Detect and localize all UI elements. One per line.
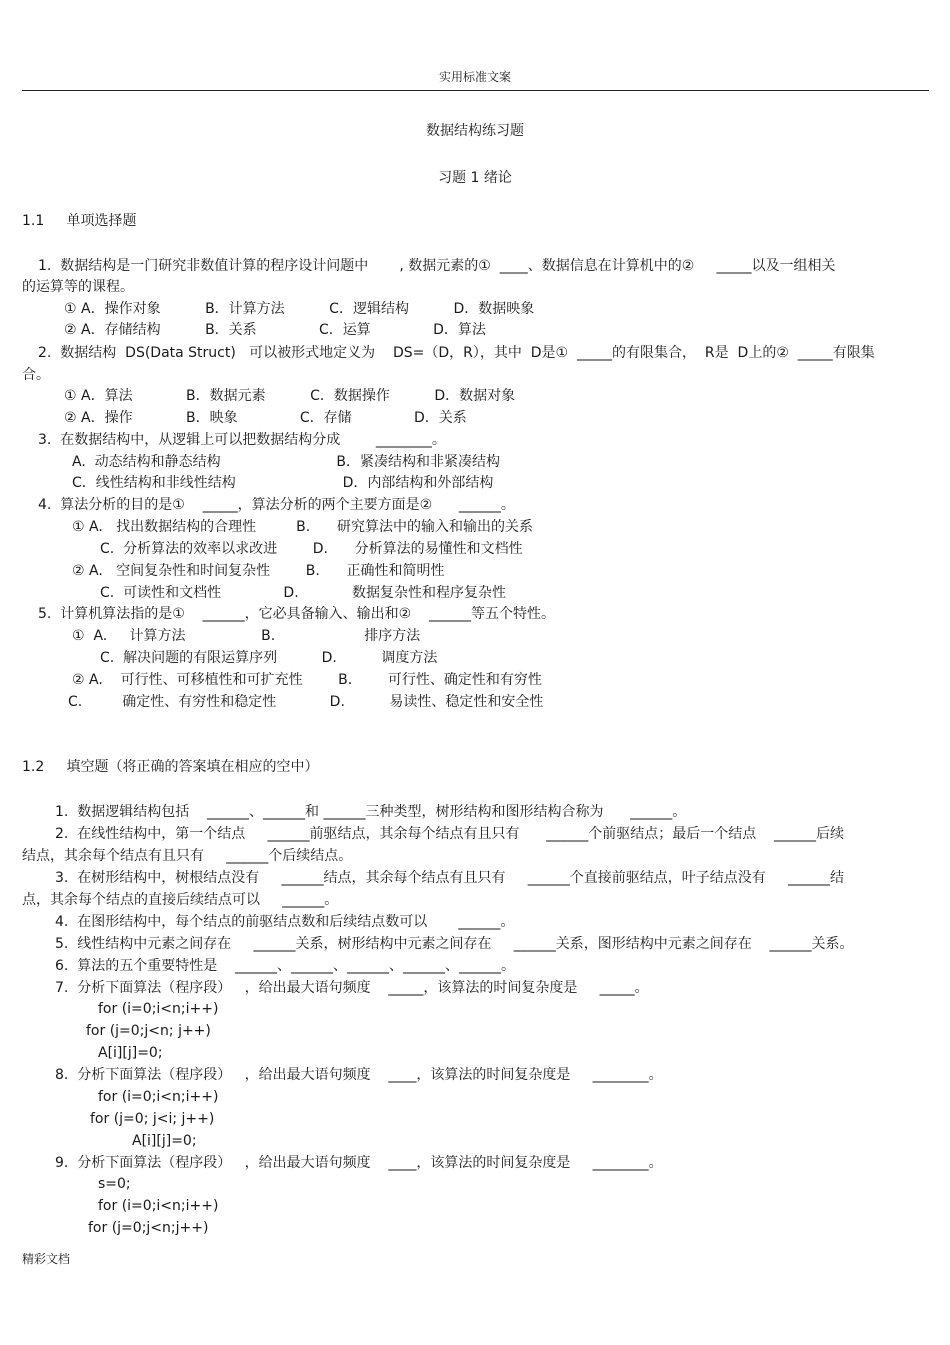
text-line: A[i][j]=0; bbox=[132, 1133, 197, 1149]
header-rule bbox=[22, 90, 929, 91]
text-line: ① A. 找出数据结构的合理性 B. 研究算法中的输入和输出的关系 bbox=[72, 519, 533, 535]
text-line: ② A．操作 B．映象 C．存储 D．关系 bbox=[64, 410, 467, 426]
text-line: C. 可读性和文档性 D. 数据复杂性和程序复杂性 bbox=[100, 585, 507, 601]
text-line: 3. 在数据结构中，从逻辑上可以把数据结构分成 ________。 bbox=[38, 432, 446, 448]
text-line: 点，其余每个结点的直接后续结点可以 ______。 bbox=[22, 892, 339, 908]
text-line: 2. 数据结构 DS(Data Struct) 可以被形式地定义为 DS=（D，R），其中 D是① _____的有限集合， R是 D上的② _____有限集 bbox=[38, 345, 875, 361]
text-line: 6. 算法的五个重要特性是 ______、______、______、______、______。 bbox=[55, 958, 516, 974]
text-line: 合。 bbox=[22, 367, 50, 383]
text-line: for (i=0;i<n;i++) bbox=[98, 1089, 219, 1105]
chapter-title: 习题 1 绪论 bbox=[438, 170, 512, 186]
text-line: 3. 在树形结构中，树根结点没有 ______结点，其余每个结点有且只有 ______个直接前驱结点，叶子结点没有 ______结 bbox=[55, 870, 845, 886]
text-line: ② A. 空间复杂性和时间复杂性 B. 正确性和简明性 bbox=[72, 563, 445, 579]
text-line: for (i=0;i<n;i++) bbox=[98, 1198, 219, 1214]
text-line: ① A．算法 B．数据元素 C．数据操作 D．数据对象 bbox=[64, 388, 516, 404]
text-line: C. 确定性、有穷性和稳定性 D. 易读性、稳定性和安全性 bbox=[68, 694, 544, 710]
text-line: A. 动态结构和静态结构 B．紧凑结构和非紧凑结构 bbox=[72, 454, 500, 470]
document-title: 数据结构练习题 bbox=[426, 123, 524, 139]
text-line: ② A．存储结构 B．关系 C．运算 D．算法 bbox=[64, 322, 486, 338]
text-line: 1. 数据结构是一门研究非数值计算的程序设计问题中 , 数据元素的① ____、数据信息在计算机中的② _____以及一组相关 bbox=[38, 258, 836, 274]
text-line: C. 分析算法的效率以求改进 D. 分析算法的易懂性和文档性 bbox=[100, 541, 523, 557]
text-line: 2. 在线性结构中，第一个结点 ______前驱结点，其余每个结点有且只有 ______个前驱结点；最后一个结点 ______后续 bbox=[55, 826, 845, 842]
text-line: for (j=0; j<i; j++) bbox=[90, 1111, 215, 1127]
text-line: ② A. 可行性、可移植性和可扩充性 B. 可行性、确定性和有穷性 bbox=[72, 672, 542, 688]
text-line: s=0; bbox=[98, 1176, 131, 1192]
text-line: 8. 分析下面算法（程序段） ，给出最大语句频度 ____，该算法的时间复杂度是 ________。 bbox=[55, 1067, 663, 1083]
text-line: 结点，其余每个结点有且只有 ______个后续结点。 bbox=[22, 848, 353, 864]
text-line: 的运算等的课程。 bbox=[22, 279, 134, 295]
text-line: A[i][j]=0; bbox=[98, 1045, 163, 1061]
text-line: 5. 线性结构中元素之间存在 ______关系，树形结构中元素之间存在 ______关系，图形结构中元素之间存在 ______关系。 bbox=[55, 936, 854, 952]
text-line: 7. 分析下面算法（程序段） ，给出最大语句频度 _____，该算法的时间复杂度是 _____。 bbox=[55, 980, 649, 996]
text-line: 9. 分析下面算法（程序段） ，给出最大语句频度 ____，该算法的时间复杂度是 ________。 bbox=[55, 1155, 663, 1171]
text-line: 5. 计算机算法指的是① ______，它必具备输入、输出和② ______等五个特性。 bbox=[38, 606, 555, 622]
text-line: 1.1 单项选择题 bbox=[22, 213, 137, 229]
page-header: 实用标准文案 bbox=[438, 70, 511, 84]
page-footer: 精彩文档 bbox=[22, 1252, 71, 1266]
text-line: C. 解决问题的有限运算序列 D. 调度方法 bbox=[100, 650, 438, 666]
text-line: 1. 数据逻辑结构包括 ______、______和 ______三种类型，树形结构和图形结构合称为 ______。 bbox=[55, 804, 687, 820]
text-line: for (i=0;i<n;i++) bbox=[98, 1001, 219, 1017]
text-line: ① A．操作对象 B．计算方法 C．逻辑结构 D．数据映象 bbox=[64, 301, 535, 317]
text-line: 4. 算法分析的目的是① _____，算法分析的两个主要方面是② ______。 bbox=[38, 497, 515, 513]
text-line: for (j=0;j<n; j++) bbox=[86, 1023, 211, 1039]
text-line: 1.2 填空题（将正确的答案填在相应的空中） bbox=[22, 759, 319, 775]
text-line: C．线性结构和非线性结构 D．内部结构和外部结构 bbox=[72, 475, 494, 491]
text-line: 4. 在图形结构中，每个结点的前驱结点数和后续结点数可以 ______。 bbox=[55, 914, 515, 930]
text-line: ① A. 计算方法 B. 排序方法 bbox=[72, 628, 421, 644]
text-line: for (j=0;j<n;j++) bbox=[88, 1220, 209, 1236]
